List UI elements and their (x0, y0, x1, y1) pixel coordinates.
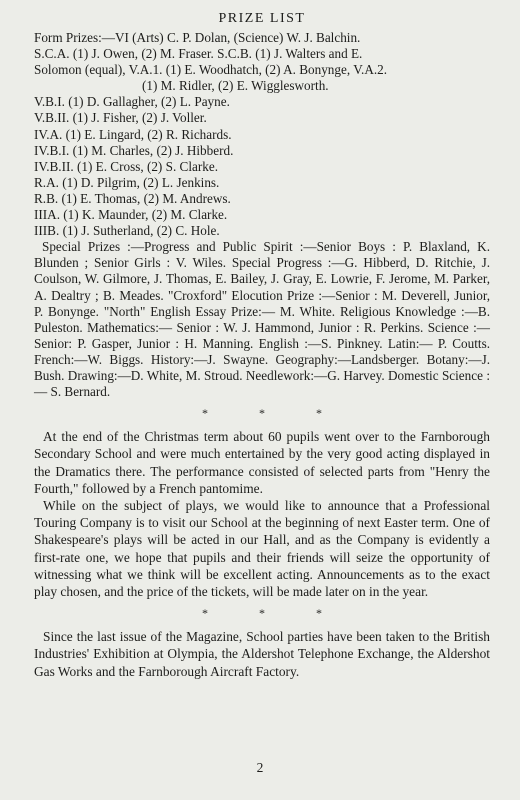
prize-line-form: Form Prizes:—VI (Arts) C. P. Dolan, (Science) W. J. Balchin. (34, 30, 361, 45)
prize-line-vb2: V.B.II. (1) J. Fisher, (2) J. Voller. (34, 110, 207, 126)
paragraph-christmas-term: At the end of the Christmas term about 60 pupils went over to the Farnborough Secondary School and were much entertained by the very good acting displayed in the Dramatics there. The performance consisted of selected parts from "Henry the Fourth," followed by a French pantomime. (34, 429, 490, 496)
section-separator: * * * (202, 406, 346, 421)
prize-line-ridler: (1) M. Ridler, (2) E. Wigglesworth. (142, 78, 329, 94)
prize-line-vb1: V.B.I. (1) D. Gallagher, (2) L. Payne. (34, 94, 230, 110)
page-number: 2 (256, 760, 264, 775)
paragraph-touring-company: While on the subject of plays, we would like to announce that a Professional Touring Company is to visit our School at the beginning of next Easter term. One of Shakespeare's plays will be acted in our Hall, and as the Company is evidently a first-rate one, we hope that pupils and their friends will seize the opportunity of witnessing what we think will be excellent acting. Announcements as to the exact play chosen, and the price of the tickets, will be made later on in the year. (34, 497, 490, 599)
prize-line-rb: R.B. (1) E. Thomas, (2) M. Andrews. (34, 190, 231, 206)
paragraph-school-parties: Since the last issue of the Magazine, School parties have been taken to the British Industries' Exhibition at Olympia, the Aldershot Telephone Exchange, the Aldershot Gas Works and the Farnborough Aircraft Factory. (34, 629, 490, 679)
prize-line-ivb2: IV.B.II. (1) E. Cross, (2) S. Clarke. (34, 158, 218, 174)
prize-line-iva: IV.A. (1) E. Lingard, (2) R. Richards. (34, 126, 232, 142)
prize-line-sca: S.C.A. (1) J. Owen, (2) M. Fraser. S.C.B. (1) J. Walters and E. (34, 46, 363, 62)
prize-line-solomon: Solomon (equal), V.A.1. (1) E. Woodhatch, (2) A. Bonynge, V.A.2. (34, 62, 388, 78)
prize-line-ivb1: IV.B.I. (1) M. Charles, (2) J. Hibberd. (34, 142, 234, 158)
prize-line-ra: R.A. (1) D. Pilgrim, (2) L. Jenkins. (34, 174, 220, 190)
prize-line-iiia: IIIA. (1) K. Maunder, (2) M. Clarke. (34, 207, 228, 223)
prize-list (34, 30, 490, 239)
page-title: PRIZE LIST (218, 11, 306, 26)
section-separator: * * * (202, 606, 346, 621)
prize-line-iiib: IIIB. (1) J. Sutherland, (2) C. Hole. (34, 223, 220, 239)
special-prizes: Special Prizes :—Progress and Public Spirit :—Senior Boys : P. Blaxland, K. Blunden ; Senior Girls : V. Wiles. Special Progress :—G. Hibberd, D. Ritchie, J. Coulson, W. Gilmore, J. Thomas, E. Bailey, J. Gray, E. Lowrie, F. Jerome, M. Parker, A. Dealtry ; B. Meades. "Croxford" Elocution Prize :—Senior : M. Deverell, Junior, P. Bonynge. "North" English Essay Prize:— M. White. Religious Knowledge :—B. Puleston. Mathematics:— Senior : W. J. Hammond, Junior : R. Perkins. Science :—Senior: P. Gasper, Junior : H. Manning. English :—S. Pinkney. Latin:— P. Coutts. French:—W. Biggs. History:—J. Swayne. Geography:—Landsberger. Botany:—J. Bush. Drawing:—D. White, M. Stroud. Needlework:—G. Harvey. Domestic Science :— S. Bernard. (34, 239, 490, 400)
